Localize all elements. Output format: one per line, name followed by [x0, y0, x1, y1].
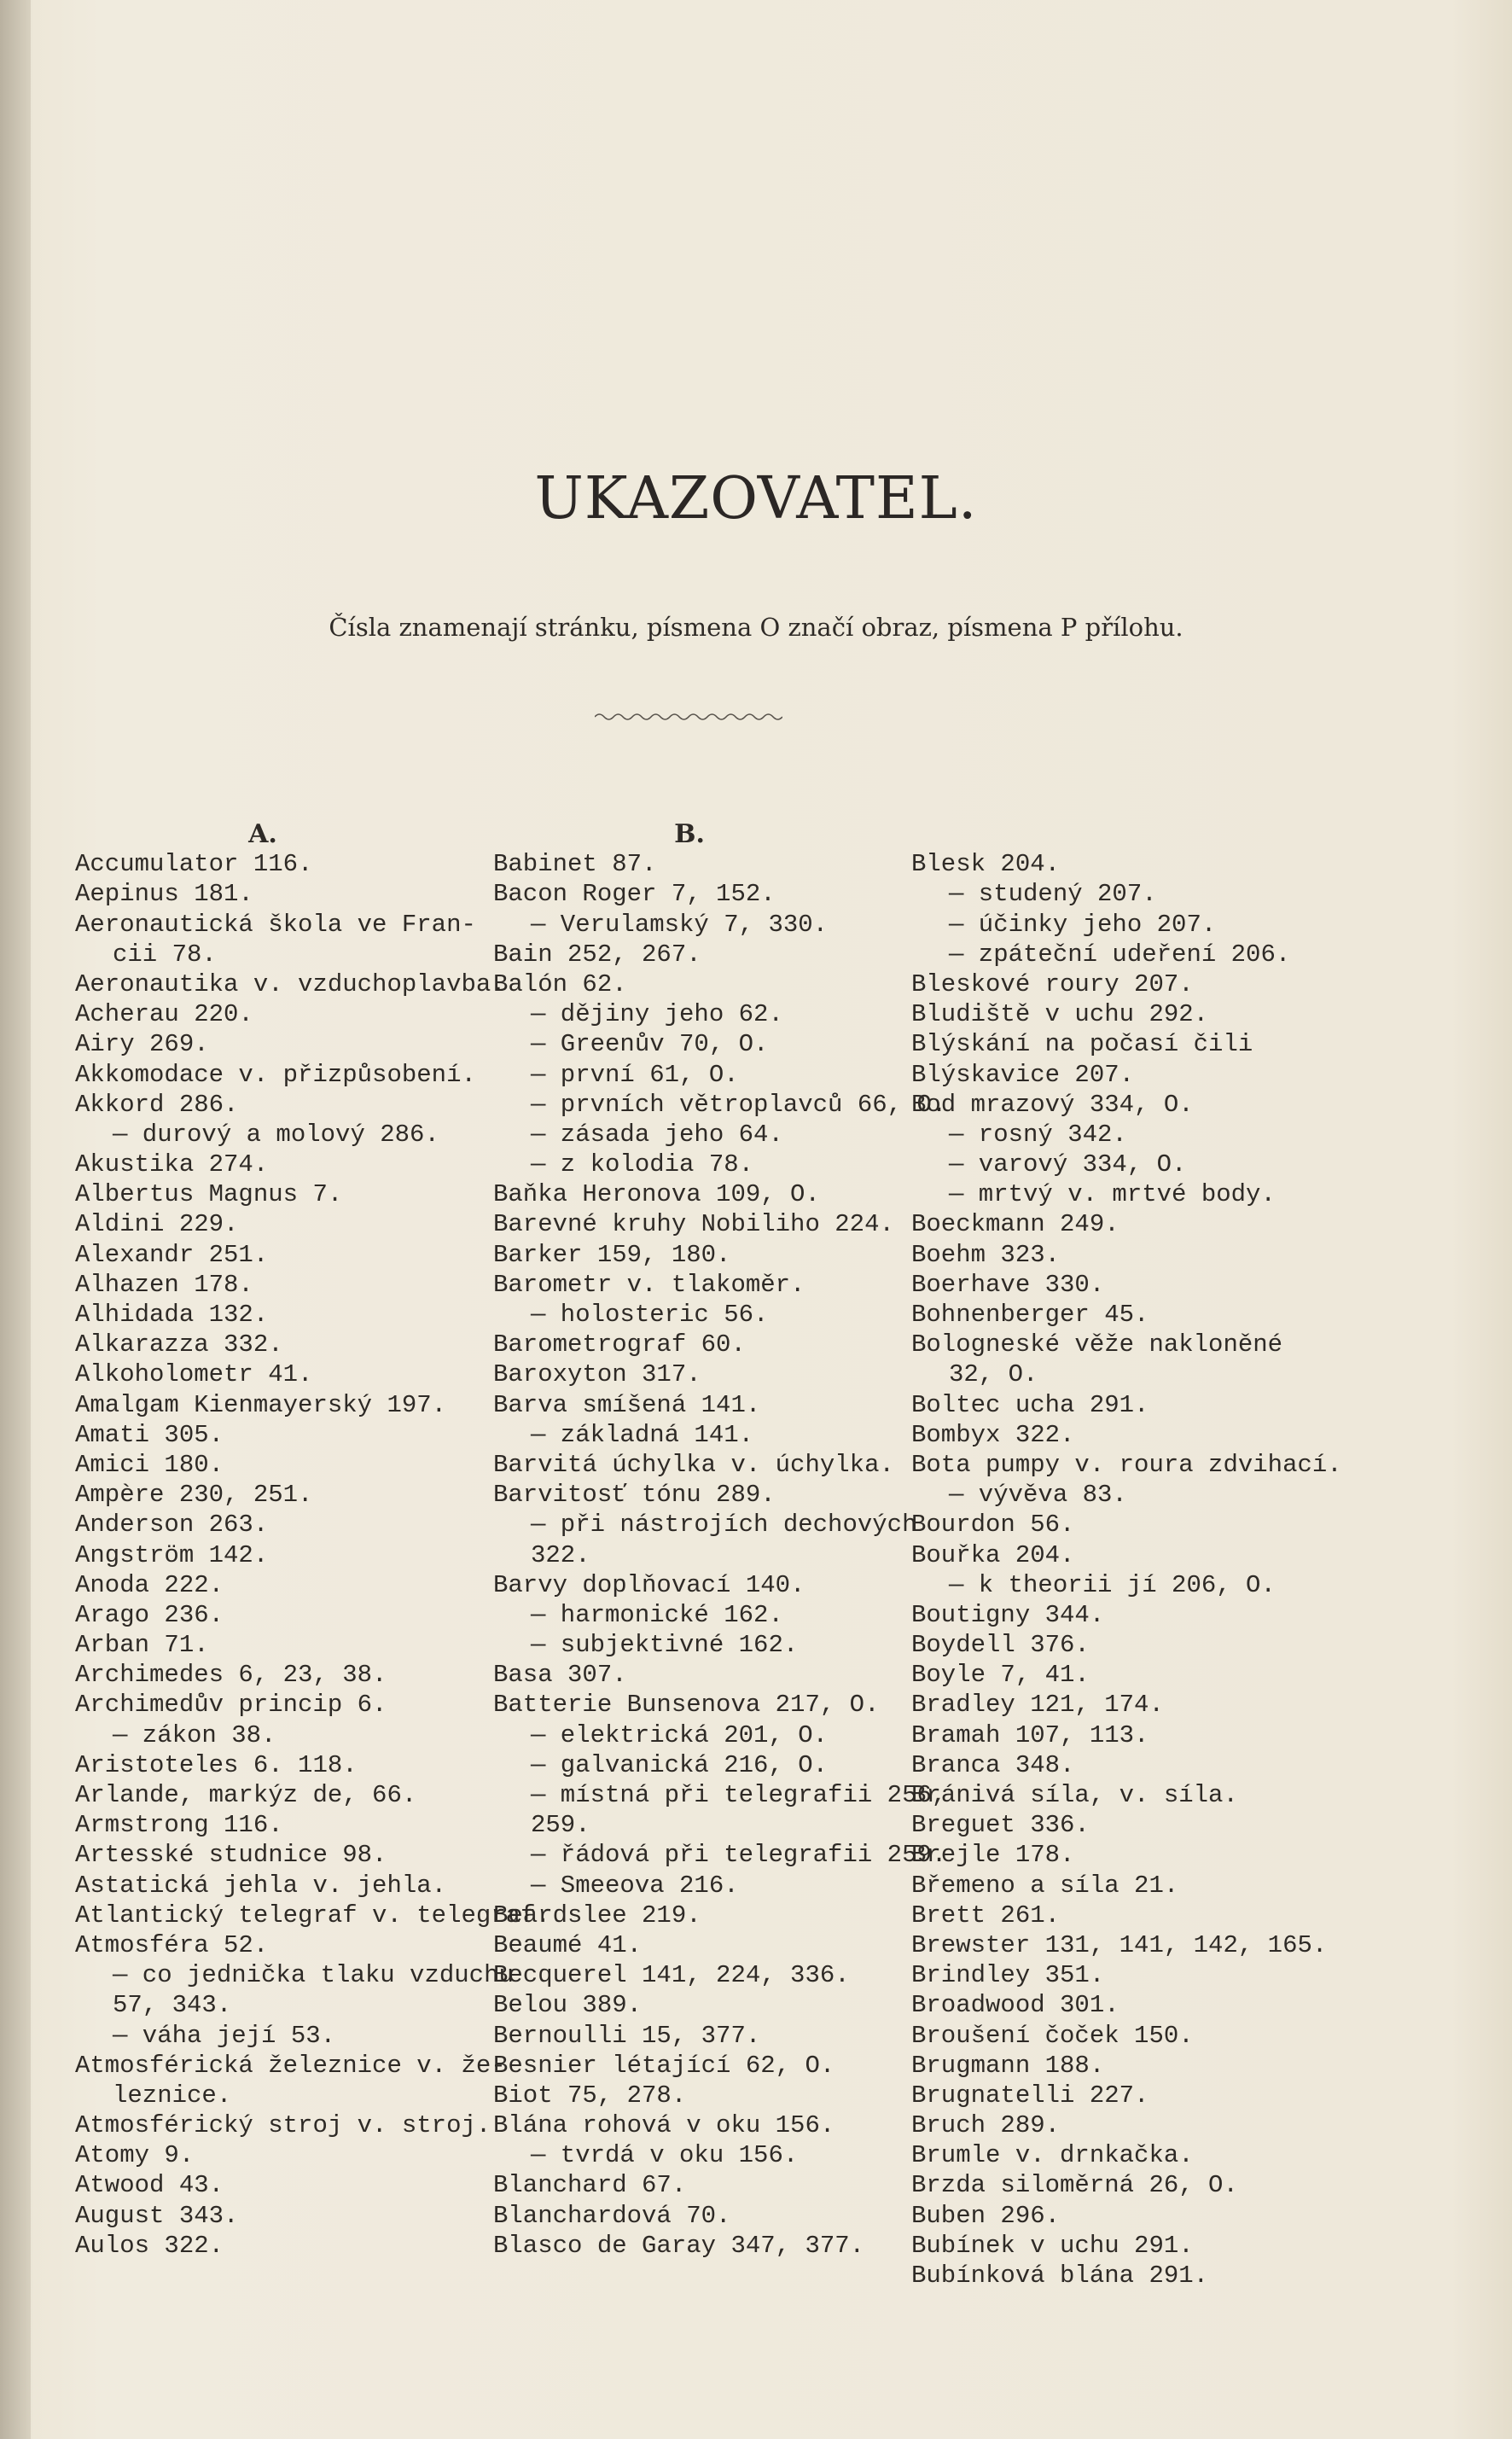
index-entry: Airy 269. — [75, 1030, 209, 1059]
index-entry-continuation: 259. — [531, 1811, 590, 1840]
index-entry: Brugmann 188. — [911, 2051, 1105, 2080]
index-entry: Barvitosť tónu 289. — [493, 1481, 776, 1510]
index-entry: Becquerel 141, 224, 336. — [493, 1961, 850, 1990]
index-entry: Blesk 204. — [911, 850, 1061, 879]
index-subentry: — zpáteční udeření 206. — [949, 940, 1291, 969]
index-subentry: — účinky jeho 207. — [949, 910, 1217, 939]
index-subentry: — z kolodia 78. — [531, 1150, 754, 1179]
index-subentry: — harmonické 162. — [531, 1600, 783, 1629]
index-entry: Ampère 230, 251. — [75, 1481, 313, 1510]
index-entry: Blanchardová 70. — [493, 2201, 731, 2230]
index-entry-continuation: 32, O. — [949, 1360, 1038, 1389]
index-entry: Blýskání na počasí čili — [911, 1030, 1253, 1059]
index-entry: Amalgam Kienmayerský 197. — [75, 1390, 447, 1419]
index-entry: Angström 142. — [75, 1540, 269, 1569]
index-subentry: — rosný 342. — [949, 1120, 1127, 1149]
index-subentry: — zákon 38. — [113, 1720, 276, 1749]
index-subentry: — subjektivné 162. — [531, 1631, 799, 1660]
index-entry: Boerhave 330. — [911, 1270, 1105, 1299]
index-entry: Aristoteles 6. 118. — [75, 1750, 358, 1779]
index-subentry: — elektrická 201, O. — [531, 1720, 829, 1749]
index-entry: Blanchard 67. — [493, 2171, 687, 2200]
index-subentry: — galvanická 216, O. — [531, 1750, 829, 1779]
page-subtitle: Čísla znamenají stránku, písmena O značí obraz, písmena P přílohu. — [329, 613, 1183, 642]
index-entry: Arban 71. — [75, 1631, 209, 1660]
index-subentry: — co jednička tlaku vzduchu — [113, 1961, 514, 1990]
index-entry: Blasco de Garay 347, 377. — [493, 2231, 865, 2260]
index-entry: Belou 389. — [493, 1991, 643, 2020]
index-entry: Bubínková blána 291. — [911, 2261, 1209, 2290]
index-entry: Bernoulli 15, 377. — [493, 2021, 761, 2050]
index-entry: Brewster 131, 141, 142, 165. — [911, 1930, 1328, 1959]
index-entry: Broušení čoček 150. — [911, 2021, 1194, 2050]
index-entry: Broadwood 301. — [911, 1991, 1119, 2020]
index-entry: Brett 261. — [911, 1901, 1061, 1930]
index-entry: Bouřka 204. — [911, 1540, 1075, 1569]
index-entry: Bludiště v uchu 292. — [911, 1000, 1209, 1029]
index-entry: Barometr v. tlakoměr. — [493, 1270, 805, 1299]
index-entry: Brzda siloměrná 26, O. — [911, 2171, 1238, 2200]
index-entry: Atlantický telegraf v. telegraf. — [75, 1901, 550, 1930]
index-entry: Bod mrazový 334, O. — [911, 1090, 1194, 1119]
index-subentry: — váha její 53. — [113, 2021, 336, 2050]
index-entry: Anderson 263. — [75, 1511, 269, 1540]
index-entry: August 343. — [75, 2201, 239, 2230]
index-subentry: — Smeeova 216. — [531, 1871, 739, 1900]
index-entry: Arlande, markýz de, 66. — [75, 1781, 417, 1809]
index-entry: Aldini 229. — [75, 1210, 239, 1239]
index-entry: Bacon Roger 7, 152. — [493, 880, 776, 909]
section-heading — [911, 819, 1312, 849]
index-subentry: — durový a molový 286. — [113, 1120, 439, 1149]
index-entry: Blýskavice 207. — [911, 1060, 1135, 1089]
index-entry: Blána rohová v oku 156. — [493, 2111, 835, 2140]
index-entry: Alkoholometr 41. — [75, 1360, 313, 1389]
index-subentry: — při nástrojích dechových — [531, 1511, 917, 1540]
index-entry: Bubínek v uchu 291. — [911, 2231, 1194, 2260]
index-column-b-continued — [911, 819, 1342, 2291]
index-entry: Armstrong 116. — [75, 1811, 283, 1840]
index-entry: Aulos 322. — [75, 2231, 224, 2260]
index-entry: Beardslee 219. — [493, 1901, 701, 1930]
index-entry: Albertus Magnus 7. — [75, 1180, 343, 1209]
index-entry: Besnier létající 62, O. — [493, 2051, 835, 2080]
index-entry: Amati 305. — [75, 1420, 224, 1449]
index-entry: Alkarazza 332. — [75, 1330, 283, 1359]
index-entry: Barker 159, 180. — [493, 1240, 731, 1269]
index-entry: Břemeno a síla 21. — [911, 1871, 1179, 1900]
index-entry: Brugnatelli 227. — [911, 2081, 1149, 2110]
page-title: UKAZOVATEL. — [534, 465, 978, 533]
index-subentry: — základná 141. — [531, 1420, 754, 1449]
index-entry: Boutigny 344. — [911, 1600, 1105, 1629]
index-entry: Breguet 336. — [911, 1811, 1090, 1840]
index-entry: Archimedes 6, 23, 38. — [75, 1661, 387, 1690]
index-entry: Alhazen 178. — [75, 1270, 253, 1299]
index-subentry: — mrtvý v. mrtvé body. — [949, 1180, 1276, 1209]
index-entry: Boltec ucha 291. — [911, 1390, 1149, 1419]
index-entry: Brindley 351. — [911, 1961, 1105, 1990]
index-subentry: — tvrdá v oku 156. — [531, 2141, 799, 2170]
index-entry: Akustika 274. — [75, 1150, 269, 1179]
index-entry: Aeronautická škola ve Fran- — [75, 910, 476, 939]
index-entry: Barvy doplňovací 140. — [493, 1570, 805, 1599]
index-entry: Barvitá úchylka v. úchylka. — [493, 1450, 894, 1479]
index-entry: Aeronautika v. vzduchoplavba. — [75, 969, 506, 998]
index-column-a — [75, 819, 550, 2261]
index-entry: Bologneské věže nakloněné — [911, 1330, 1283, 1359]
index-entry: Branca 348. — [911, 1750, 1075, 1779]
index-entry: Boehm 323. — [911, 1240, 1061, 1269]
index-subentry: — prvních větroplavců 66, O. — [531, 1090, 947, 1119]
index-subentry: — zásada jeho 64. — [531, 1120, 783, 1149]
index-entry: Amici 180. — [75, 1450, 224, 1479]
index-subentry: — Verulamský 7, 330. — [531, 910, 829, 939]
index-entry: Buben 296. — [911, 2201, 1061, 2230]
index-entry: Atomy 9. — [75, 2141, 195, 2170]
index-entry: Baroxyton 317. — [493, 1360, 701, 1389]
index-entry-continuation: cii 78. — [113, 940, 217, 969]
index-entry: Arago 236. — [75, 1600, 224, 1629]
index-entry: Akkomodace v. přizpůsobení. — [75, 1060, 476, 1089]
index-subentry: — Greenův 70, O. — [531, 1030, 769, 1059]
index-entry-continuation: 57, 343. — [113, 1991, 232, 2020]
index-column-b — [493, 819, 947, 2261]
index-subentry: — k theorii jí 206, O. — [949, 1570, 1276, 1599]
index-entry: Atmosférická železnice v. že- — [75, 2051, 506, 2080]
index-subentry: — řádová při telegrafii 259. — [531, 1841, 947, 1870]
index-subentry: — varový 334, O. — [949, 1150, 1187, 1179]
book-spine-shadow — [0, 0, 31, 2439]
index-entry: Bombyx 322. — [911, 1420, 1075, 1449]
index-entry: Bain 252, 267. — [493, 940, 701, 969]
index-entry: Balón 62. — [493, 969, 627, 998]
index-entry: Brumle v. drnkačka. — [911, 2141, 1194, 2170]
index-entry: Akkord 286. — [75, 1090, 239, 1119]
index-entry: Biot 75, 278. — [493, 2081, 687, 2110]
index-entry: Bourdon 56. — [911, 1511, 1075, 1540]
index-entry: Beaumé 41. — [493, 1930, 643, 1959]
index-entry: Batterie Bunsenova 217, O. — [493, 1691, 880, 1720]
index-subentry: — první 61, O. — [531, 1060, 739, 1089]
index-entry: Bruch 289. — [911, 2111, 1061, 2140]
index-entry: Bránivá síla, v. síla. — [911, 1781, 1238, 1809]
index-subentry: — místná při telegrafii 256, — [531, 1781, 947, 1809]
index-entry: Acherau 220. — [75, 1000, 253, 1029]
index-entry: Bleskové roury 207. — [911, 969, 1194, 998]
index-entry: Boyle 7, 41. — [911, 1661, 1090, 1690]
index-entry: Babinet 87. — [493, 850, 657, 879]
index-entry: Aepinus 181. — [75, 880, 253, 909]
index-entry: Anoda 222. — [75, 1570, 224, 1599]
index-entry: Alexandr 251. — [75, 1240, 269, 1269]
index-entry: Archimedův princip 6. — [75, 1691, 387, 1720]
index-entry: Atmosféra 52. — [75, 1930, 269, 1959]
index-entry: Basa 307. — [493, 1661, 627, 1690]
index-entry: Astatická jehla v. jehla. — [75, 1871, 447, 1900]
index-entry-continuation: leznice. — [113, 2081, 232, 2110]
index-entry: Barevné kruhy Nobiliho 224. — [493, 1210, 894, 1239]
wavy-rule-ornament — [595, 710, 782, 724]
section-heading: A. — [248, 819, 277, 849]
index-subentry: — holosteric 56. — [531, 1301, 769, 1329]
index-entry: Brejle 178. — [911, 1841, 1075, 1870]
section-heading: B. — [674, 819, 705, 849]
index-entry: Bradley 121, 174. — [911, 1691, 1164, 1720]
index-entry: Barva smíšená 141. — [493, 1390, 761, 1419]
index-entry-continuation: 322. — [531, 1540, 590, 1569]
index-entry: Bramah 107, 113. — [911, 1720, 1149, 1749]
index-entry: Barometrograf 60. — [493, 1330, 746, 1359]
index-entry: Bota pumpy v. roura zdvihací. — [911, 1450, 1342, 1479]
index-entry: Boeckmann 249. — [911, 1210, 1119, 1239]
index-entry: Boydell 376. — [911, 1631, 1090, 1660]
index-entry: Baňka Heronova 109, O. — [493, 1180, 820, 1209]
index-subentry: — dějiny jeho 62. — [531, 1000, 783, 1029]
index-subentry: — vývěva 83. — [949, 1481, 1127, 1510]
index-entry: Atmosférický stroj v. stroj. — [75, 2111, 491, 2140]
index-subentry: — studený 207. — [949, 880, 1157, 909]
index-entry: Bohnenberger 45. — [911, 1301, 1149, 1329]
index-entry: Alhidada 132. — [75, 1301, 269, 1329]
index-entry: Accumulator 116. — [75, 850, 313, 879]
index-entry: Atwood 43. — [75, 2171, 224, 2200]
index-entry: Artesské studnice 98. — [75, 1841, 387, 1870]
